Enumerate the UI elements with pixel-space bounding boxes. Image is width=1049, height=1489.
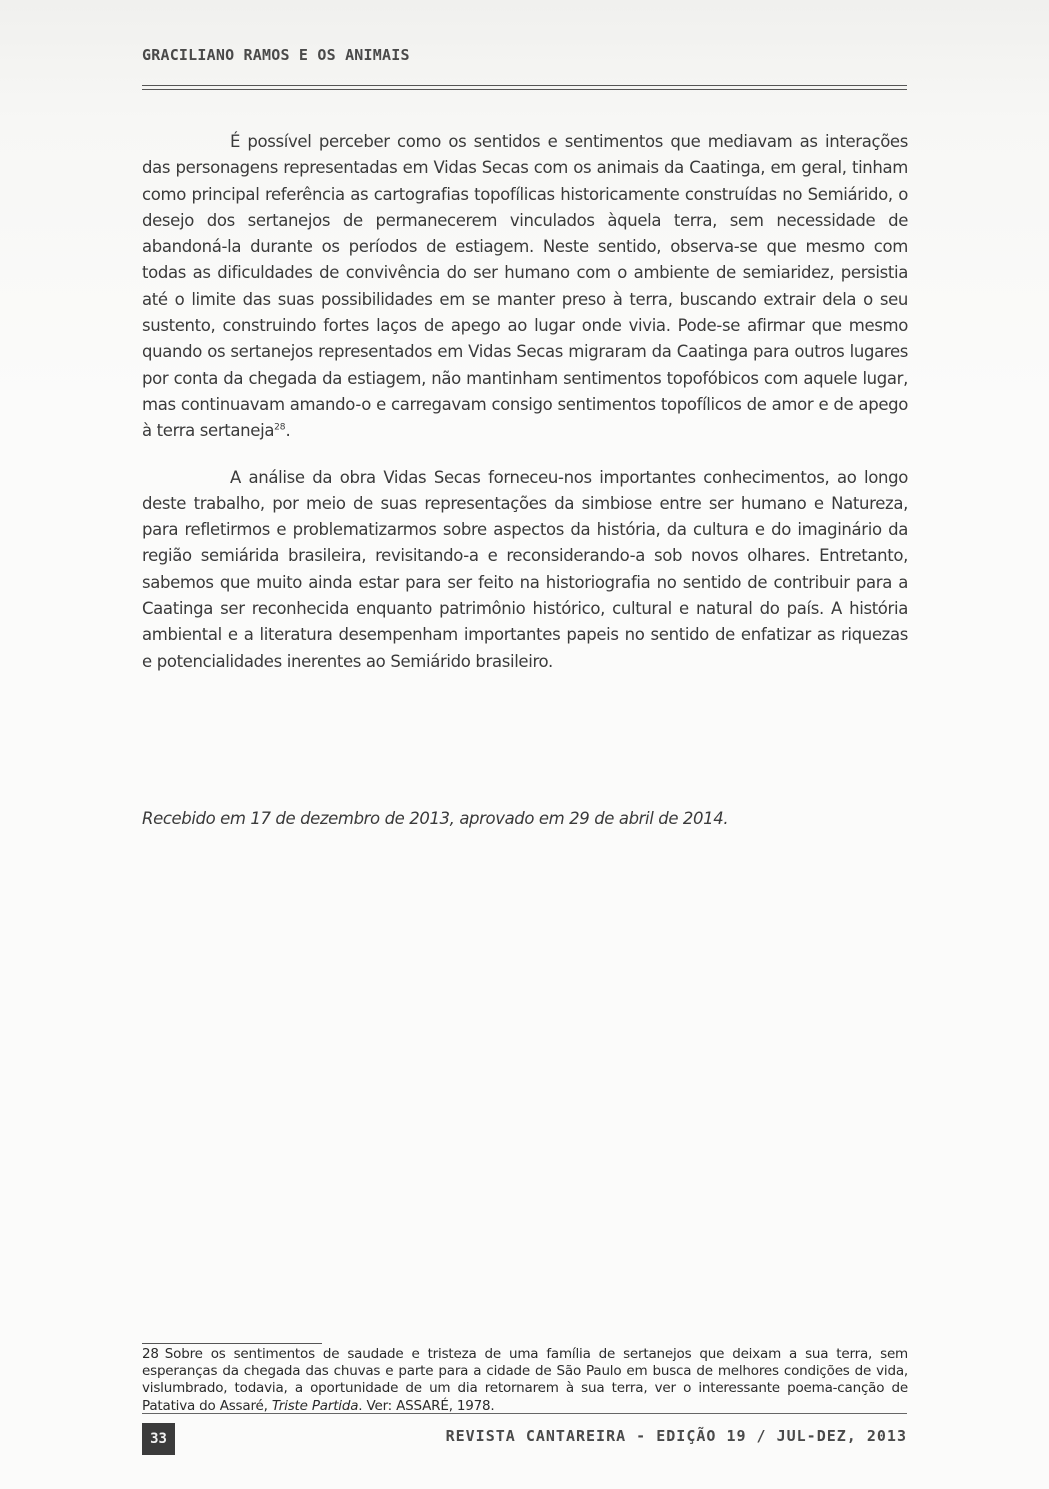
received-note: Recebido em 17 de dezembro de 2013, aprovado em 29 de abril de 2014. (142, 809, 729, 828)
page-number: 33 (142, 1423, 175, 1455)
footnote-number: 28 (142, 1346, 159, 1362)
header-rule-bottom (142, 89, 907, 90)
paragraph-2: A análise da obra Vidas Secas forneceu-nos importantes conhecimentos, ao longo deste trabalho, por meio de suas representações da simbiose entre ser humano e Natureza, para refletirmos e problematizarmos sobre aspectos da história, da cultura e do imaginário da região semiárida brasileira, revisitando-a e reconsiderando-a sob novos olhares. Entretanto, sabemos que muito ainda estar para ser feito na historiografia no sentido de contribuir para a Caatinga ser reconhecida enquanto patrimônio histórico, cultural e natural do país. A história ambiental e a literatura desempenham importantes papeis no sentido de enfatizar as riquezas e potencialidades inerentes ao Semiárido brasileiro. (142, 467, 908, 671)
footnote-title: Triste Partida (271, 1397, 359, 1414)
footnote-ref-28[interactable]: 28 (274, 422, 286, 433)
footnote-reference: . Ver: ASSARÉ, 1978. (358, 1397, 495, 1414)
journal-name: REVISTA CANTAREIRA - EDIÇÃO 19 / JUL-DEZ, 2013 (445, 1427, 907, 1445)
body-text (142, 129, 908, 695)
footnote-text: Sobre os sentimentos de saudade e tristeza de uma família de sertanejos que deixam a sua terra, sem esperanças da chegada das chuvas e parte para a cidade de São Paulo em busca de melhores condições de vida, vislumbrado, todavia, a oportunidade de um dia retornarem à sua terra, ver o interessante poema-canção de Patativa do Assaré, (142, 1346, 908, 1414)
footnote-28 (142, 1346, 908, 1415)
footer-rule (142, 1413, 907, 1414)
footnote-separator (142, 1343, 322, 1344)
running-title: GRACILIANO RAMOS E OS ANIMAIS (142, 46, 410, 64)
header-rule-top (142, 85, 907, 86)
paragraph-1: É possível perceber como os sentidos e sentimentos que mediavam as interações das personagens representadas em Vidas Secas com os animais da Caatinga, em geral, tinham como principal referência as cartografias topofílicas historicamente construídas no Semiárido, o desejo dos sertanejos de permanecerem vinculados àquela terra, sem necessidade de abandoná-la durante os períodos de estiagem. Neste sentido, observa-se que mesmo com todas as dificuldades de convivência do ser humano com o ambiente de semiaridez, persistia até o limite das suas possibilidades em se manter preso à terra, buscando extrair dela o seu sustento, construindo fortes laços de apego ao lugar onde vivia. Pode-se afirmar que mesmo quando os sertanejos representados em Vidas Secas migraram da Caatinga para outros lugares por conta da chegada da estiagem, não mantinham sentimentos topofóbicos com aquele lugar, mas continuavam amando-o e carregavam consigo sentimentos topofílicos de amor e de apego à terra sertaneja$^{28}$. (142, 132, 908, 441)
